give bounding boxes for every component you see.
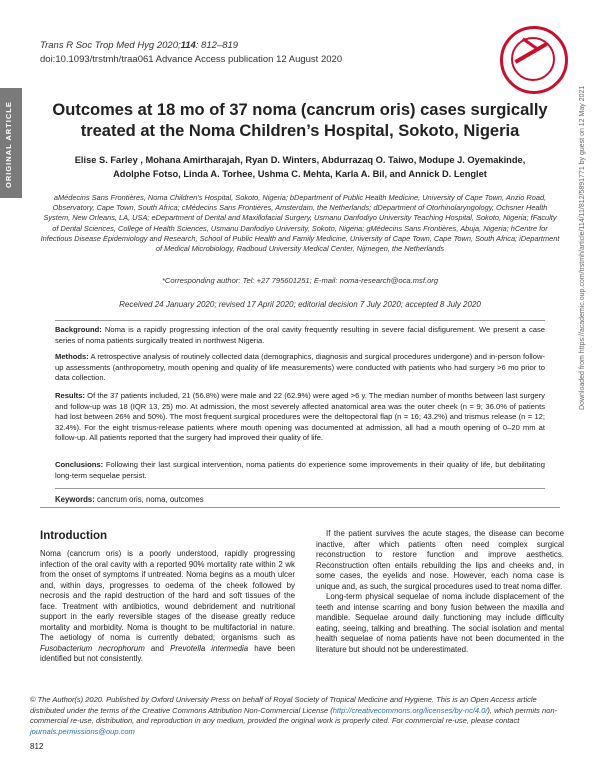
journal-citation: Trans R Soc Trop Med Hyg 2020;114: 812–819 [40,40,239,51]
permissions-email-link[interactable]: journals.permissions@oup.com [30,726,135,736]
license-link[interactable]: http://creativecommons.org/licenses/by-nc/4.0/ [332,705,488,715]
article-type-tab [0,88,22,198]
authors-line-2: Adolphe Fotso, Linda A. Torhee, Ushma C. Mehta, Karla A. Bil, and Annick D. Lenglet [113,169,487,179]
right-column [316,529,564,655]
keywords: Keywords: cancrum oris, noma, outcomes [55,495,204,504]
abstract-methods: Methods: A retrospective analysis of routinely collected data (demographics, diagnosis and surgical procedures undergone) and in-person follow-up assessments (anthropometry, mouth opening and quality of life measurements) were conducted with patients who had surgery >6 mo prior to data collection. [55,352,545,383]
abstract-top-rule [55,320,545,321]
intro-paragraph-1: Noma (cancrum oris) is a poorly understood, rapidly progressing infection of the oral cavity with a reported 90% mortality rate within 2 wk from the onset of symptoms if untreated. Noma begins as a mouth ulcer and, within days, progresses to oedema of the cheek followed by necrosis and the rapid destruction of the hard and soft tissues of the face. Treatment with antibiotics, wound debridement and nutritional support in the early reversible stages of the disease greatly reduce mortality and morbidity. Noma is thought to be multifactorial in nature. The aetiology of noma is currently debated; organisms such as Fusobacterium necrophorum and Prevotella intermedia have been identified but not consistently. [40,549,295,663]
corresponding-author: *Corresponding author: Tel: +27 795601251; E-mail: noma-research@oca.msf.org [161,276,439,285]
license-footer: © The Author(s) 2020. Published by Oxford University Press on behalf of Royal Society of Tropical Medicine and Hygiene. This is an Open Access article distributed under the terms of the Creative Commons Attribution Non-Commercial License (http://creativecommons.org/licenses/by-nc/4.0/), which permits non-commercial re-use, distribution, and reproduction in any medium, provided the original work is properly cited. For commercial re-use, please contact journals.permissions@oup.com [30,695,558,736]
received-dates: Received 24 January 2020; revised 17 April 2020; editorial decision 7 July 2020; accepted 8 July 2020 [119,300,481,309]
abstract-conclusions: Conclusions: Following their last surgical intervention, noma patients do experience some improvements in their quality of life, but debilitating long-term sequelae persist. [55,460,545,480]
article-type-label: ORIGINAL ARTICLE [4,101,13,188]
abstract-results: Results: Of the 37 patients included, 21 (56.8%) were male and 22 (62.9%) were aged >6 y. The median number of months between last surgery and follow-up was 18 (IQR 13, 25) mo. At admission, the most severely affected anatomical area was the outer cheek (n = 9; 36.0% of patients had lost between 26% and 50%). The most frequent surgical procedures were the deltopectoral flap (n = 16; 43.2%) and trismus release (n = 12; 32.4%). For the eight trismus-release patients where mouth opening was documented at admission, all had a mouth opening of 0–20 mm at follow-up. All patients reported that the surgery had improved their quality of life. [55,391,545,443]
download-notice: Downloaded from https://academic.oup.com/trstmh/article/114/11/812/5891771 by guest on 12 May 2021 [579,85,586,410]
doi-line: doi:10.1093/trstmh/traa061 Advance Access publication 12 August 2020 [40,54,343,65]
page-number: 812 [30,742,44,751]
left-column [40,549,295,665]
society-logo [500,26,568,94]
article-title: Outcomes at 18 mo of 37 noma (cancrum oris) cases surgically treated at the Noma Children’s Hospital, Sokoto, Nigeria [52,101,548,140]
abstract-bottom-rule [55,488,545,489]
abstract-background: Background: Noma is a rapidly progressing infection of the oral cavity frequently resulting in severe facial disfigurement. We present a case series of noma patients surgically treated in northwest Nigeria. [55,325,545,345]
author-list [40,153,560,181]
keywords-rule [40,507,560,508]
authors-line-1: Elise S. Farley , Mohana Amirtharajah, Ryan D. Winters, Abdurrazaq O. Taiwo, Modupe J. Oyemakinde, [74,155,526,165]
section-heading-introduction: Introduction [40,530,108,542]
affiliations: aMédecins Sans Frontières, Noma Children’s Hospital, Sokoto, Nigeria; bDepartment of Public Health Medicine, University of Cape Town, Anzio Road, Observatory, Cape Town, South Africa; cMédecins Sans Frontières, Amsterdam, the Netherlands; dDepartment of Otorhinolaryngology, Ochsner Health System, New Orleans, LA, USA; eDepartment of Dental and Maxillofacial Surgery, Usmanu Danfodiyo University Teaching Hospital, Sokoto, Nigeria; fFaculty of Dental Sciences, College of Health Sciences, Usmanu Danfodiyo University, Sokoto, Nigeria; gMédecins Sans Frontières, Abuja, Nigeria; hCentre for Infectious Disease Epidemiology and Research, School of Public Health and Family Medicine, University of Cape Town, Cape Town, South Africa; iDepartment of Medical Microbiology, Radboud University Medical Center, Nijmegen, the Netherlands [40,193,560,254]
intro-paragraph-2: If the patient survives the acute stages, the disease can become inactive, after which patients often need complex surgical reconstruction to restore function and improve aesthetics. Reconstruction often entails rebuilding the lips and cheeks and, in some cases, the eyelids and nose. However, each noma case is unique and, as such, the surgical procedures used to treat noma differ. [316,529,564,591]
intro-paragraph-3: Long-term physical sequelae of noma include displacement of the teeth and intense scarring and bony fusion between the maxilla and mandible. Sequelae around daily functioning may include difficulty eating, seeing, talking and breathing. The social isolation and mental health sequelae of noma patients have not been documented in the literature but should not be underestimated. [316,592,564,654]
